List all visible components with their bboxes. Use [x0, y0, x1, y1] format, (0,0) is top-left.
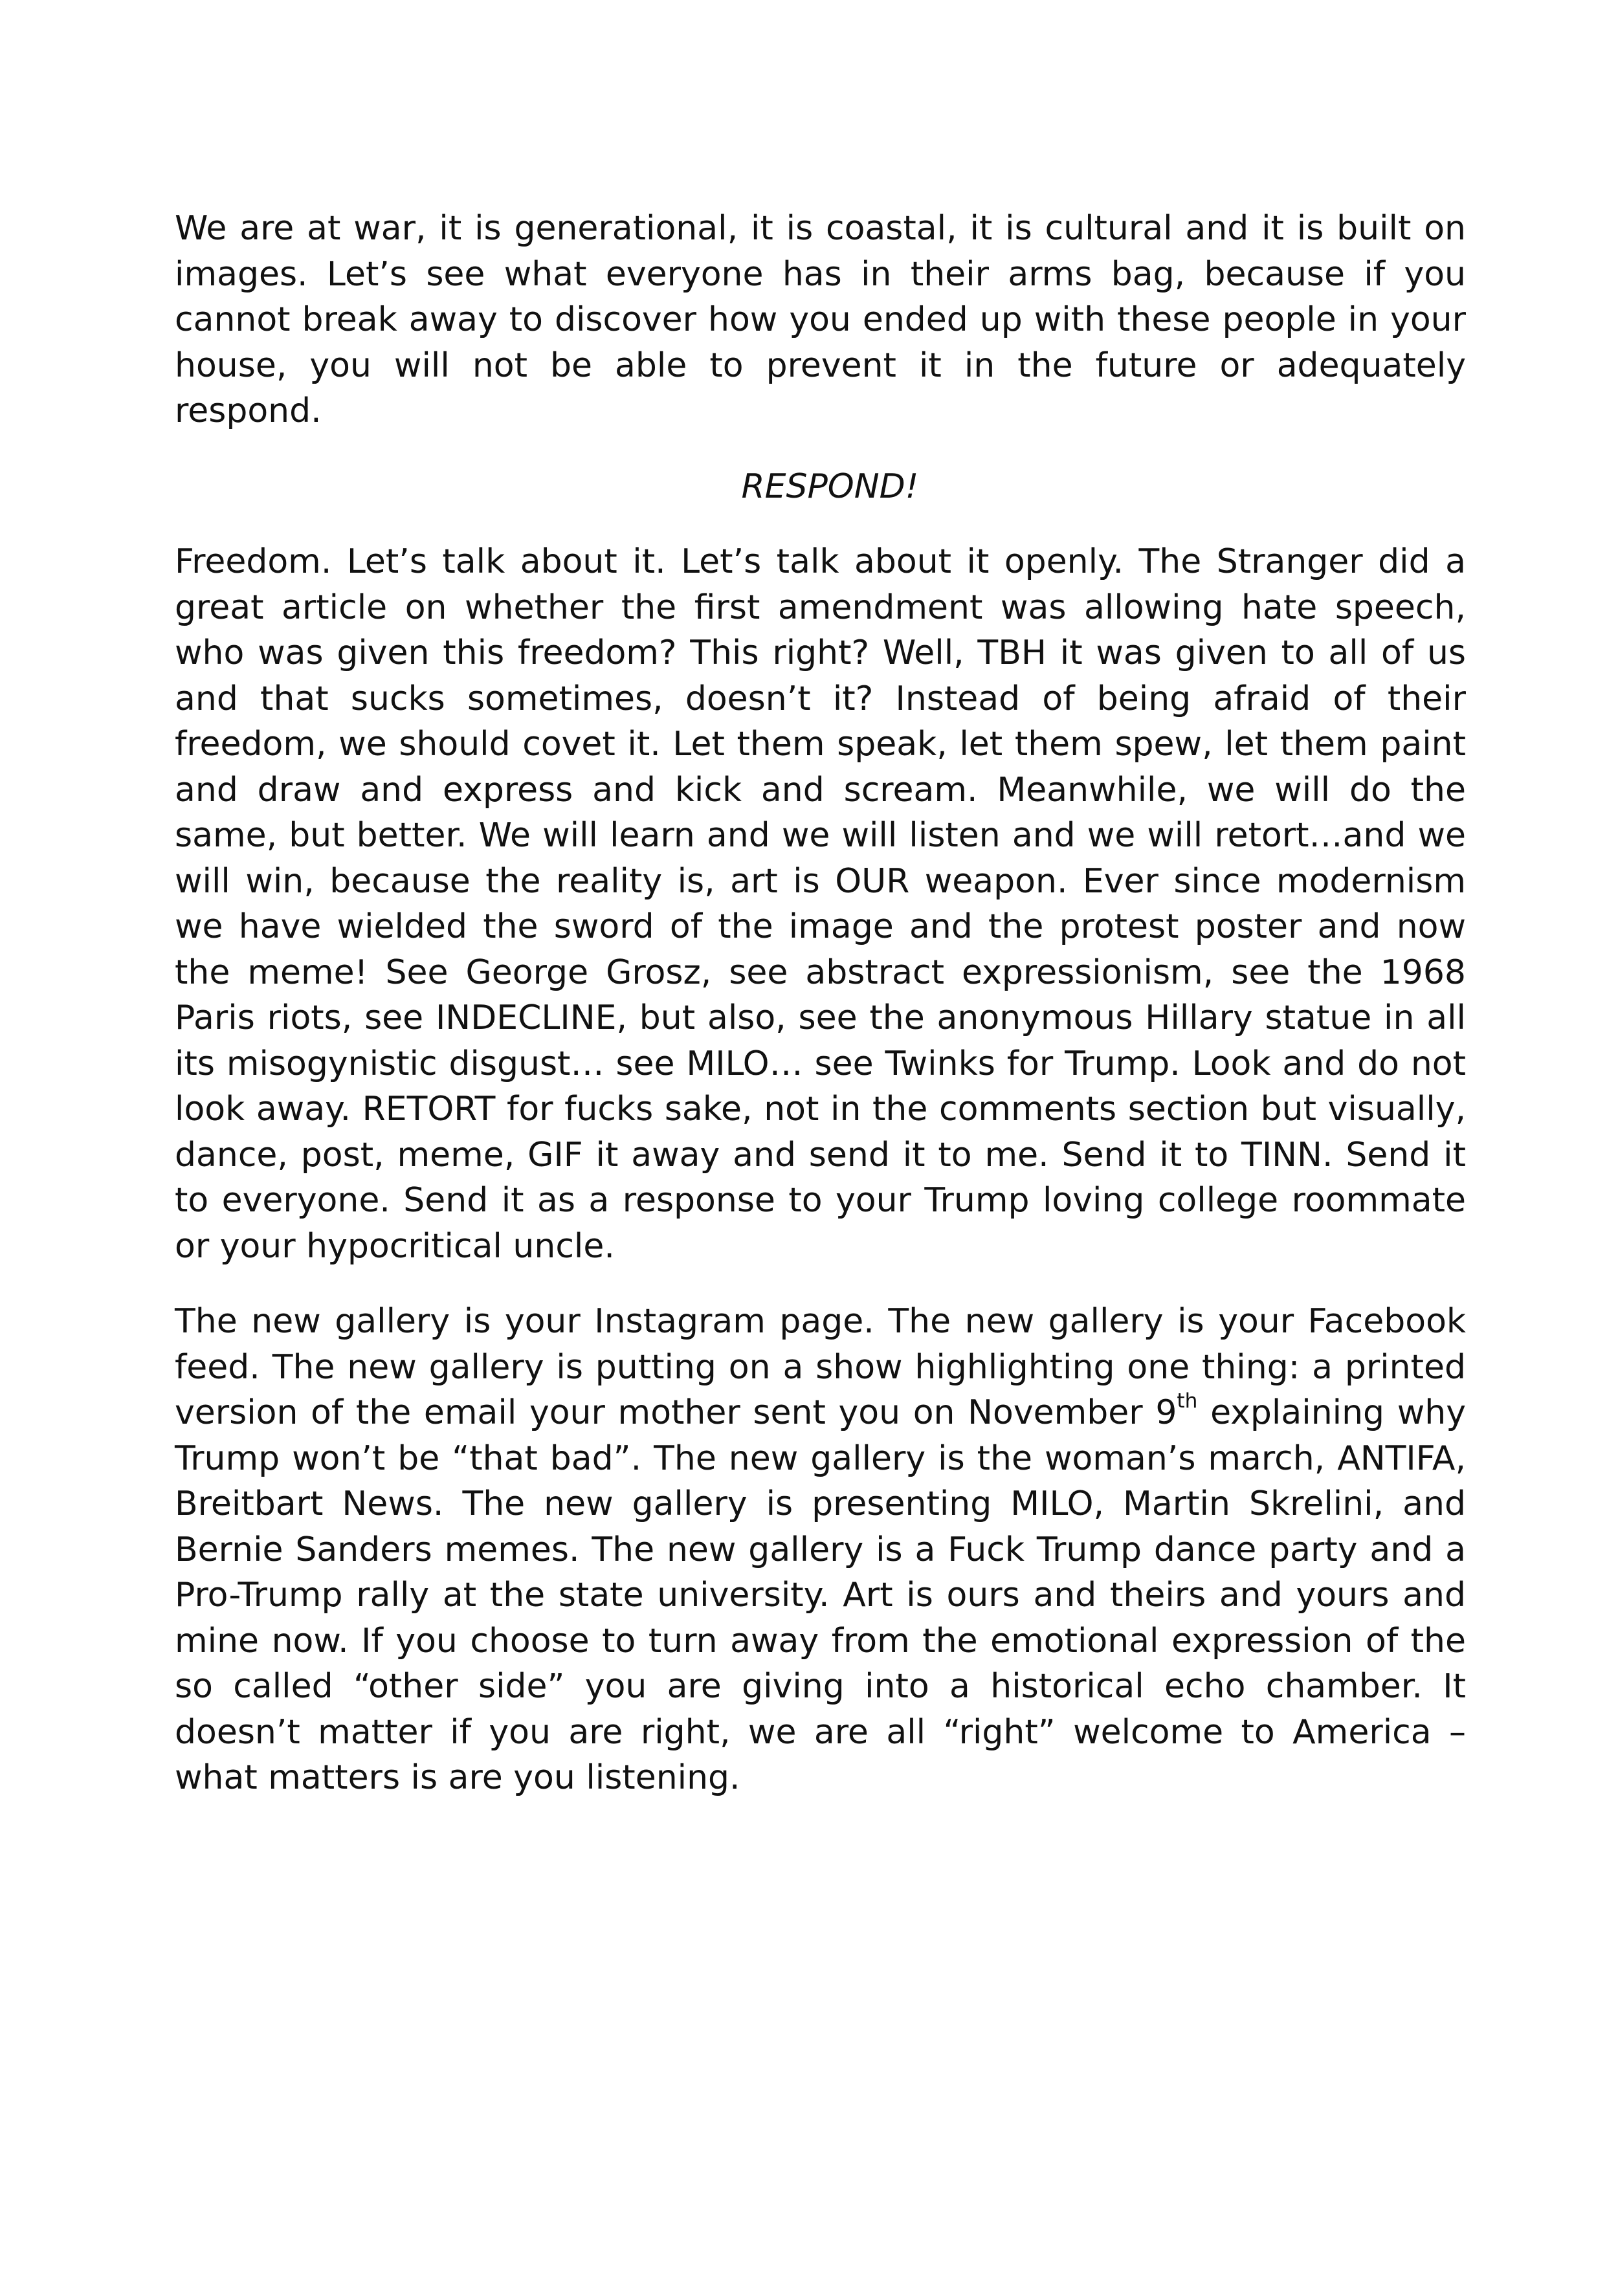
respond-heading: RESPOND!	[741, 467, 919, 506]
paragraph-freedom: Freedom. Let’s talk about it. Let’s talk about it openly. The Stranger did a great article on whether the first amendment was allowing hate speech, who was given this freedom? This right? Well, TBH it was given to all of us and that sucks sometimes, doesn’t it? Instead of being afraid of their freedom, we should covet it. Let them speak, let them spew, let them paint and draw and express and kick and scream. Meanwhile, we will do the same, but better. We will learn and we will listen and we will retort…and we will win, because the reality is, art is OUR weapon. Ever since modernism we have wielded the sword of the image and the protest poster and now the meme! See George Grosz, see abstract expressionism, see the 1968 Paris riots, see INDECLINE, but also, see the anonymous Hillary statue in all its misogynistic disgust… see MILO… see Twinks for Trump. Look and do not look away. RETORT for fucks sake, not in the comments section but visually, dance, post, meme, GIF it away and send it to me. Send it to TINN. Send it to everyone. Send it as a response to your Trump loving college roommate or your hypocritical uncle.	[175, 542, 1466, 1266]
ordinal-suffix: th	[1177, 1389, 1198, 1413]
paragraph-new-gallery	[175, 1299, 1466, 1801]
document-body	[175, 206, 1466, 1831]
paragraph-new-gallery-part-1: The new gallery is your Instagram page. The new gallery is your Facebook feed. The new gallery is putting on a show highlighting one thing: a printed version of the email your mother sent you on November 9	[175, 1302, 1466, 1432]
paragraph-new-gallery-part-2: explaining why Trump won’t be “that bad”. The new gallery is the woman’s march, ANTIFA, Breitbart News. The new gallery is presenting MILO, Martin Skrelini, and Bernie Sanders memes. The new gallery is a Fuck Trump dance party and a Pro-Trump rally at the state university. Art is ours and theirs and yours and mine now. If you choose to turn away from the emotional expression of the so called “other side” you are giving into a historical echo chamber. It doesn’t matter if you are right, we are all “right” welcome to America – what matters is are you listening.	[175, 1393, 1466, 1797]
paragraph-intro: We are at war, it is generational, it is coastal, it is cultural and it is built on images. Let’s see what everyone has in their arms bag, because if you cannot break away to discover how you ended up with these people in your house, you will not be able to prevent it in the future or adequately respond.	[175, 209, 1466, 430]
